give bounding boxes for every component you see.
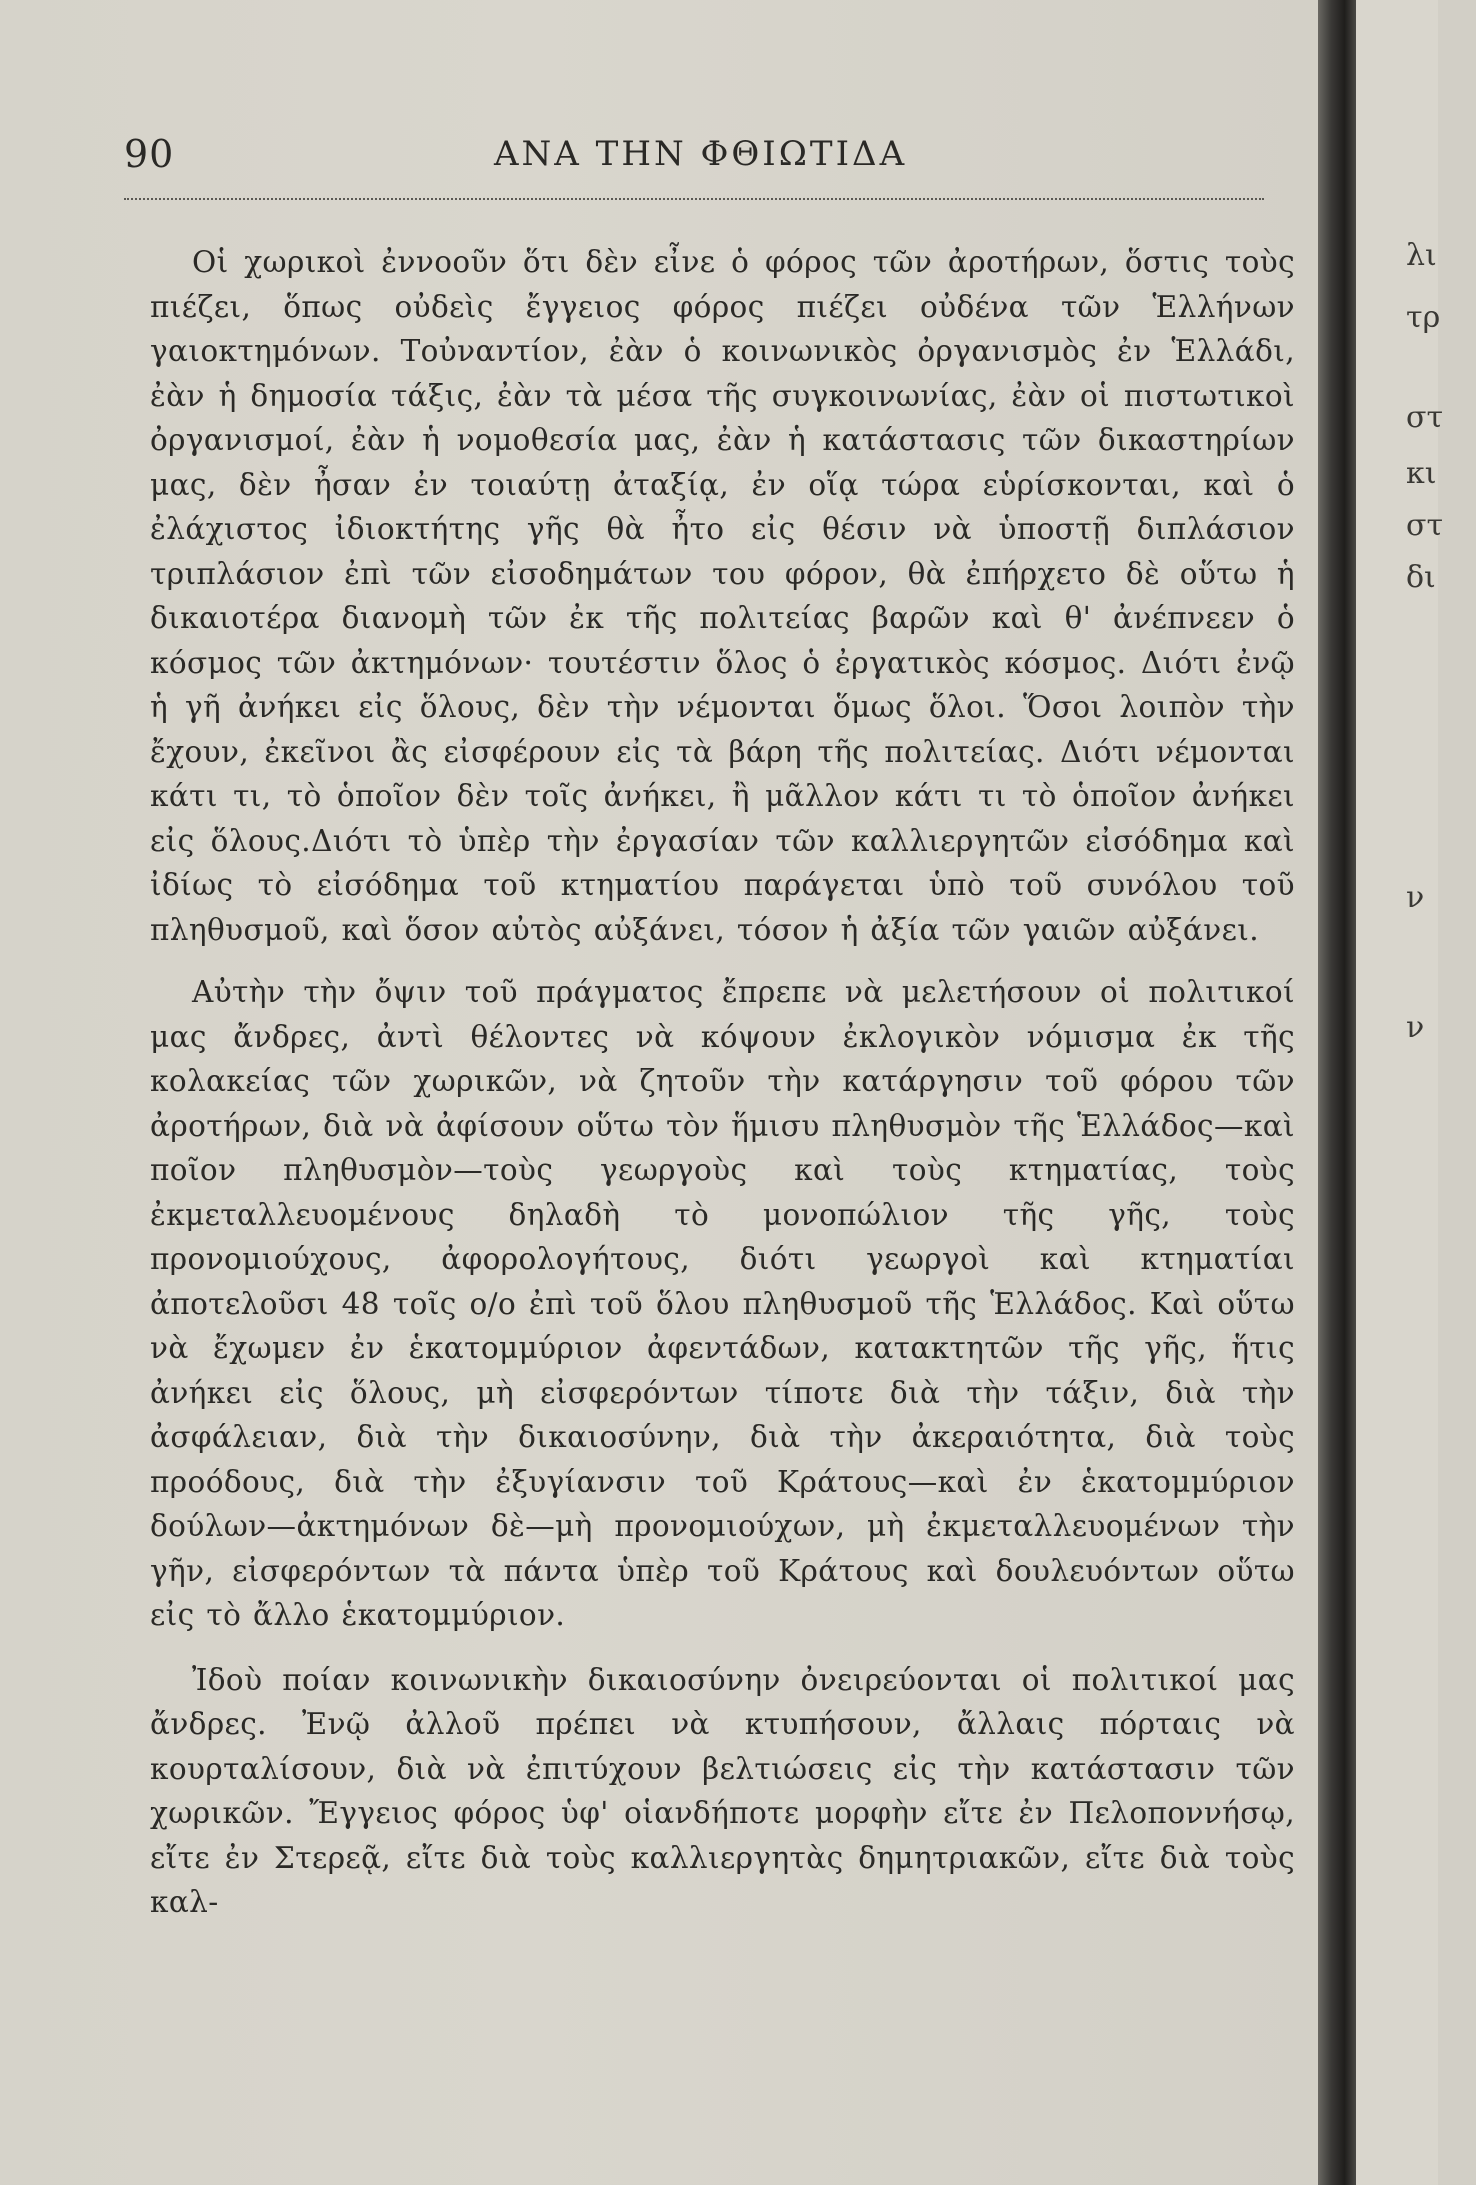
facing-page-fragment: τρ	[1406, 300, 1441, 335]
facing-page-fragment: δι	[1406, 560, 1436, 595]
paragraph: Ἰδοὺ ποίαν κοινωνικὴν δικαιοσύνην ὀνειρεύονται οἱ πολιτικοί μας ἄνδρες. Ἐνῷ ἀλλοῦ πρέπει νὰ κτυπήσουν, ἄλλαις πόρταις νὰ κουρταλίσουν, διὰ νὰ ἐπιτύχουν βελτιώσεις εἰς τὴν κατάστασιν τῶν χωρικῶν. Ἔγγειος φόρος ὑφ' οἱανδήποτε μορφὴν εἴτε ἐν Πελοποννήσῳ, εἴτε ἐν Στερεᾷ, εἴτε διὰ τοὺς καλλιεργητὰς δημητριακῶν, εἴτε διὰ τοὺς καλ-	[150, 1662, 1295, 1919]
facing-page-fragment: ν	[1406, 1010, 1425, 1045]
facing-page-fragment: κι	[1406, 456, 1437, 491]
facing-page-fragment: στ	[1406, 400, 1444, 435]
running-title: ΑΝΑ ΤΗΝ ΦΘΙΩΤΙΔΑ	[494, 134, 908, 174]
page-header	[124, 132, 1254, 192]
header-rule	[124, 198, 1264, 200]
facing-page-fragment: ν	[1406, 880, 1425, 915]
book-spine-shadow	[1318, 0, 1356, 2185]
paragraph: Οἱ χωρικοὶ ἐννοοῦν ὅτι δὲν εἶνε ὁ φόρος τῶν ἀροτήρων, ὅστις τοὺς πιέζει, ὅπως οὐδεὶς ἔγγειος φόρος πιέζει οὐδένα τῶν Ἑλλήνων γαιοκτημόνων. Τοὐναντίον, ἐὰν ὁ κοινωνικὸς ὀργανισμὸς ἐν Ἑλλάδι, ἐὰν ἡ δημοσία τάξις, ἐὰν τὰ μέσα τῆς συγκοινωνίας, ἐὰν οἱ πιστωτικοὶ ὀργανισμοί, ἐὰν ἡ νομοθεσία μας, ἐὰν ἡ κατάστασις τῶν δικαστηρίων μας, δὲν ἦσαν ἐν τοιαύτῃ ἀταξίᾳ, ἐν οἵᾳ τώρα εὑρίσκονται, καὶ ὁ ἐλάχιστος ἰδιοκτήτης γῆς θὰ ἦτο εἰς θέσιν νὰ ὑποστῇ διπλάσιον τριπλάσιον ἐπὶ τῶν εἰσοδημάτων του φόρον, θὰ ἐπήρχετο δὲ οὕτω ἡ δικαιοτέρα διανομὴ τῶν ἐκ τῆς πολιτείας βαρῶν καὶ θ' ἀνέπνεεν ὁ κόσμος τῶν ἀκτημόνων· τουτέστιν ὅλος ὁ ἐργατικὸς κόσμος. Διότι ἐνῷ ἡ γῆ ἀνήκει εἰς ὅλους, δὲν τὴν νέμονται ὅμως ὅλοι. Ὅσοι λοιπὸν τὴν ἔχουν, ἐκεῖνοι ἂς εἰσφέρουν εἰς τὰ βάρη τῆς πολιτείας. Διότι νέμονται κάτι τι, τὸ ὁποῖον δὲν τοῖς ἀνήκει, ἢ μᾶλλον κάτι τι τὸ ὁποῖον ἀνήκει εἰς ὅλους.Διότι τὸ ὑπὲρ τὴν ἐργασίαν τῶν καλλιεργητῶν εἰσόδημα καὶ ἰδίως τὸ εἰσόδημα τοῦ κτηματίου παράγεται ὑπὸ τοῦ συνόλου τοῦ πληθυσμοῦ, καὶ ὅσον αὐτὸς αὐξάνει, τόσον ἡ ἀξία τῶν γαιῶν αὐξάνει.	[150, 245, 1295, 947]
facing-page-edge	[1356, 0, 1444, 2185]
body-text	[150, 240, 1295, 1925]
facing-page-fragment: στ	[1406, 508, 1444, 543]
page-number: 90	[124, 132, 175, 176]
facing-page-fragment: λι	[1406, 238, 1437, 273]
paragraph: Αὐτὴν τὴν ὄψιν τοῦ πράγματος ἔπρεπε νὰ μελετήσουν οἱ πολιτικοί μας ἄνδρες, ἀντὶ θέλοντες νὰ κόψουν ἐκλογικὸν νόμισμα ἐκ τῆς κολακείας τῶν χωρικῶν, νὰ ζητοῦν τὴν κατάργησιν τοῦ φόρου τῶν ἀροτήρων, διὰ νὰ ἀφίσουν οὕτω τὸν ἥμισυ πληθυσμὸν τῆς Ἑλλάδος—καὶ ποῖον πληθυσμὸν—τοὺς γεωργοὺς καὶ τοὺς κτηματίας, τοὺς ἐκμεταλλευομένους δηλαδὴ τὸ μονοπώλιον τῆς γῆς, τοὺς προνομιούχους, ἀφορολογήτους, διότι γεωργοὶ καὶ κτηματίαι ἀποτελοῦσι 48 τοῖς ο/ο ἐπὶ τοῦ ὅλου πληθυσμοῦ τῆς Ἑλλάδος. Καὶ οὕτω νὰ ἔχωμεν ἐν ἑκατομμύριον ἀφεντάδων, κατακτητῶν τῆς γῆς, ἥτις ἀνήκει εἰς ὅλους, μὴ εἰσφερόντων τίποτε διὰ τὴν τάξιν, διὰ τὴν ἀσφάλειαν, διὰ τὴν δικαιοσύνην, διὰ τὴν ἀκεραιότητα, διὰ τοὺς προόδους, διὰ τὴν ἐξυγίανσιν τοῦ Κράτους—καὶ ἐν ἑκατομμύριον δούλων—ἀκτημόνων δὲ—μὴ προνομιούχων, μὴ ἐκμεταλλευομένων τὴν γῆν, εἰσφερόντων τὰ πάντα ὑπὲρ τοῦ Κράτους καὶ δουλευόντων οὕτω εἰς τὸ ἄλλο ἑκατομμύριον.	[150, 975, 1295, 1632]
